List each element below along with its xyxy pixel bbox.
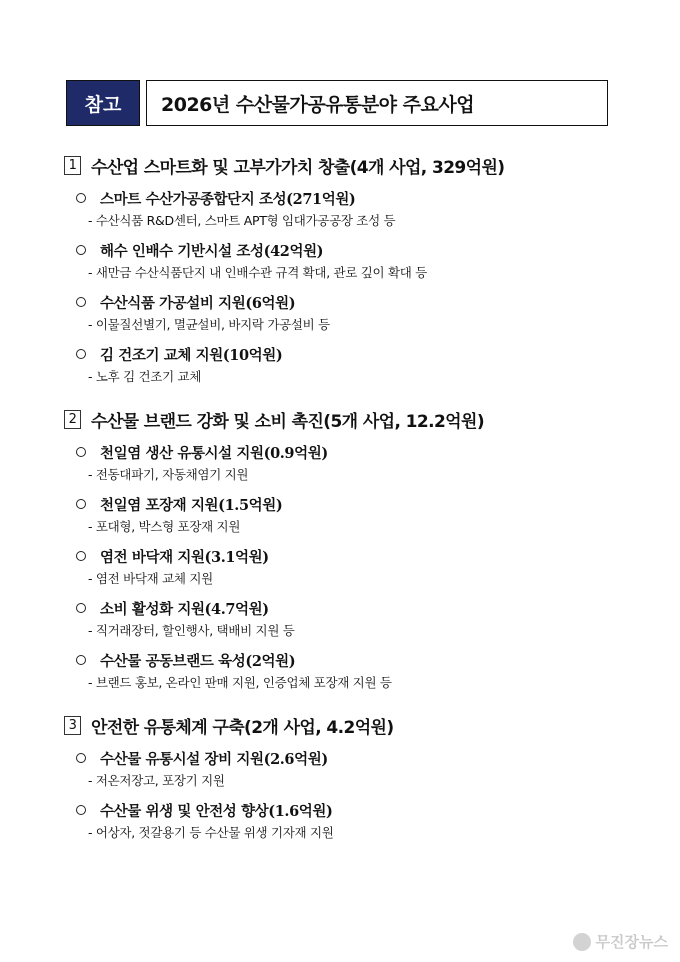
list-item [64, 238, 644, 284]
section-title: 수산업 스마트화 및 고부가가치 창출(4개 사업, 329억원) [91, 157, 505, 178]
item-description: - 브랜드 홍보, 온라인 판매 지원, 인증업체 포장재 지원 등 [88, 675, 392, 690]
circle-bullet-icon [76, 603, 86, 613]
list-item [64, 798, 644, 844]
circle-bullet-icon [76, 551, 86, 561]
item-title: 천일염 생산 유통시설 지원(0.9억원) [100, 444, 328, 462]
item-title: 수산물 유통시설 장비 지원(2.6억원) [100, 750, 328, 768]
item-title: 수산물 공동브랜드 육성(2억원) [100, 652, 296, 670]
section-heading [64, 150, 644, 180]
section-number: 2 [64, 410, 81, 429]
item-description: - 전동대파기, 자동채염기 지원 [88, 467, 249, 482]
section-heading [64, 710, 644, 740]
section-title: 수산물 브랜드 강화 및 소비 촉진(5개 사업, 12.2억원) [91, 411, 484, 432]
list-item [64, 648, 644, 694]
list-item [64, 596, 644, 642]
item-description: - 포대형, 박스형 포장재 지원 [88, 519, 241, 534]
item-description: - 직거래장터, 할인행사, 택배비 지원 등 [88, 623, 295, 638]
circle-bullet-icon [76, 805, 86, 815]
item-title: 소비 활성화 지원(4.7억원) [100, 600, 269, 618]
item-title: 스마트 수산가공종합단지 조성(271억원) [100, 190, 356, 208]
section-heading [64, 404, 644, 434]
item-title: 수산물 위생 및 안전성 향상(1.6억원) [100, 802, 333, 820]
item-description: - 수산식품 R&D센터, 스마트 APT형 임대가공공장 조성 등 [88, 213, 396, 228]
watermark [573, 931, 668, 952]
item-description: - 저온저장고, 포장기 지원 [88, 773, 225, 788]
item-description: - 노후 김 건조기 교체 [88, 369, 202, 384]
item-title: 해수 인배수 기반시설 조성(42억원) [100, 242, 324, 260]
item-title: 김 건조기 교체 지원(10억원) [100, 346, 283, 364]
list-item [64, 440, 644, 486]
content [64, 150, 644, 860]
item-description: - 이물질선별기, 멸균설비, 바지락 가공설비 등 [88, 317, 330, 332]
section-3 [64, 710, 644, 844]
circle-bullet-icon [76, 349, 86, 359]
circle-bullet-icon [76, 447, 86, 457]
watermark-text: 무진장뉴스 [595, 933, 668, 951]
page-title: 2026년 수산물가공유통분야 주요사업 [146, 80, 608, 126]
section-2 [64, 404, 644, 694]
list-item [64, 746, 644, 792]
section-number: 1 [64, 156, 81, 175]
section-1 [64, 150, 644, 388]
list-item [64, 544, 644, 590]
circle-bullet-icon [76, 297, 86, 307]
list-item [64, 186, 644, 232]
item-title: 수산식품 가공설비 지원(6억원) [100, 294, 296, 312]
circle-bullet-icon [76, 655, 86, 665]
item-title: 천일염 포장재 지원(1.5억원) [100, 496, 283, 514]
logo-icon [573, 933, 591, 951]
item-description: - 염전 바닥재 교체 지원 [88, 571, 213, 586]
list-item [64, 290, 644, 336]
section-number: 3 [64, 716, 81, 735]
item-title: 염전 바닥재 지원(3.1억원) [100, 548, 269, 566]
page-header [66, 80, 608, 126]
circle-bullet-icon [76, 753, 86, 763]
circle-bullet-icon [76, 499, 86, 509]
reference-tag: 참고 [66, 80, 140, 126]
circle-bullet-icon [76, 193, 86, 203]
section-title: 안전한 유통체계 구축(2개 사업, 4.2억원) [91, 717, 394, 738]
list-item [64, 492, 644, 538]
item-description: - 어상자, 젓갈용기 등 수산물 위생 기자재 지원 [88, 825, 334, 840]
item-description: - 새만금 수산식품단지 내 인배수관 규격 확대, 관로 깊이 확대 등 [88, 265, 427, 280]
list-item [64, 342, 644, 388]
circle-bullet-icon [76, 245, 86, 255]
